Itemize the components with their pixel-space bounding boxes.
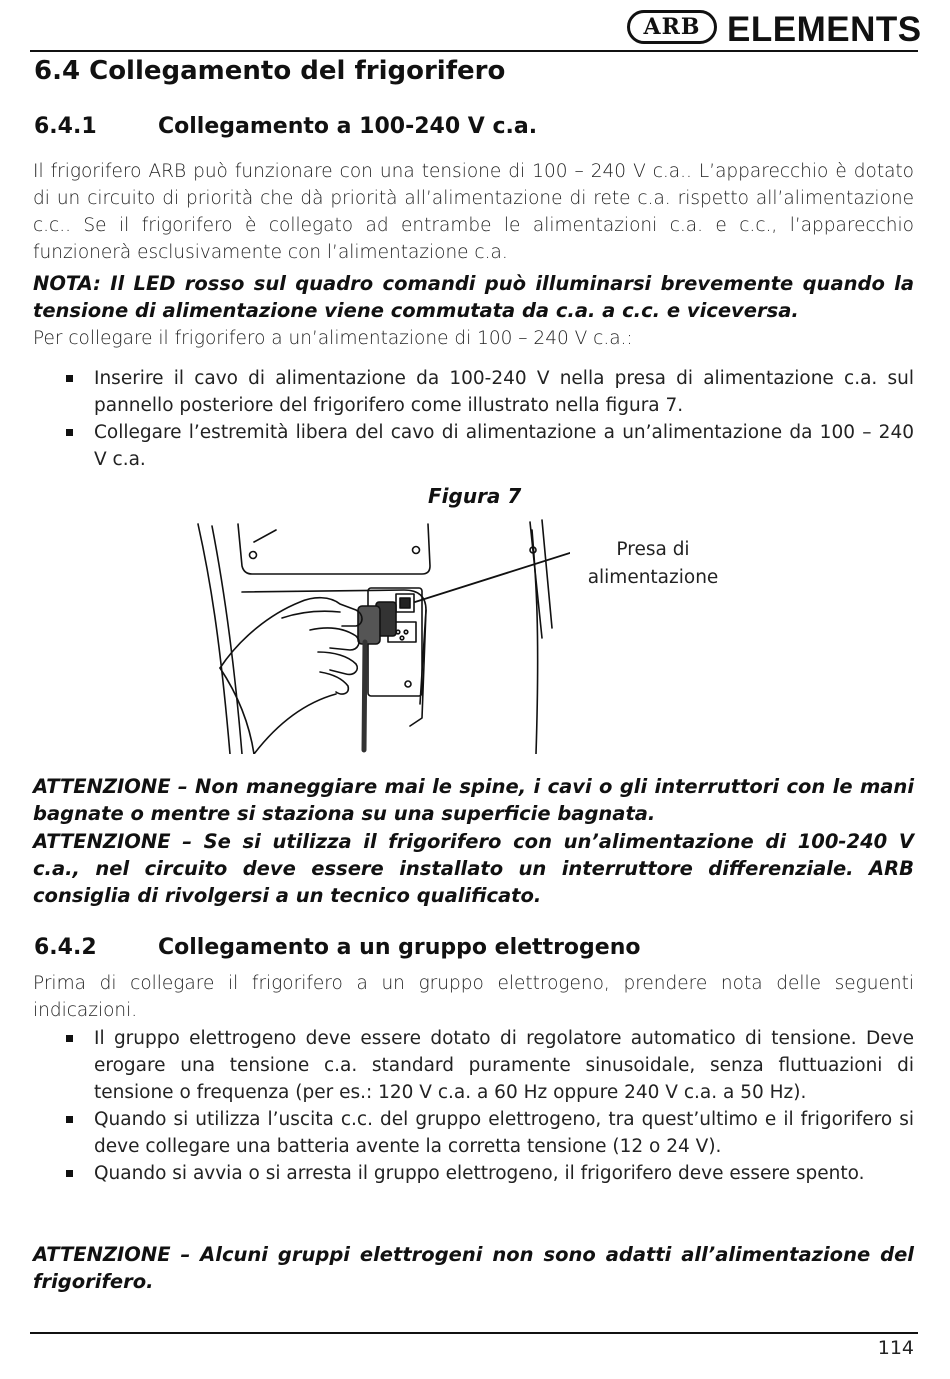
list-item: Il gruppo elettrogeno deve essere dotato di regolatore automatico di tensione. Deve erogare una tensione c.a. standard puramente sinusoidale, senza fluttuazioni di tensione o frequenza (per es.: 120 V c.a. a 60 Hz oppure 240 V c.a. a 50 Hz). — [60, 1025, 914, 1106]
arb-logo-text: ARB — [643, 14, 701, 40]
generator-intro: Prima di collegare il frigorifero a un gruppo elettrogeno, prendere nota delle seguenti indicazioni. — [33, 973, 914, 1021]
warning-rcd: ATTENZIONE – Se si utilizza il frigorifero con un’alimentazione di 100-240 V c.a., nel circuito deve essere installato un interruttore differenziale. ARB consiglia di rivolgersi a un tecnico qualificato. — [33, 830, 914, 907]
list-item: Quando si utilizza l’uscita c.c. del gruppo elettrogeno, tra quest’ultimo e il frigorifero si deve collegare una batteria avente la corretta tensione (12 o 24 V). — [60, 1106, 914, 1160]
intro-paragraph: Il frigorifero ARB può funzionare con una tensione di 100 – 240 V c.a.. L’apparecchio è dotato di un circuito di priorità che dà priorità all’alimentazione di rete c.a. rispetto all’alimentazione c.c.. Se il frigorifero è collegato ad entrambe le alimentazioni c.a. e c.c., l’apparecchio funzionerà esclusivamente con l’alimentazione c.a. — [33, 161, 914, 263]
footer-rule — [30, 1332, 918, 1334]
list-item: Collegare l’estremità libera del cavo di alimentazione a un’alimentazione da 100 – 240 V c.a. — [60, 419, 914, 473]
subsection-number: 6.4.2 — [34, 935, 97, 960]
generator-requirements — [60, 1025, 914, 1187]
page-number: 114 — [877, 1337, 914, 1359]
warning-wet-hands: ATTENZIONE – Non maneggiare mai le spine, i cavi o gli interruttori con le mani bagnate o mentre si staziona su una superficie bagnata. — [33, 775, 914, 825]
figure-7-illustration — [190, 518, 570, 754]
header-rule — [30, 50, 918, 52]
section-title: 6.4 Collegamento del frigorifero — [34, 56, 506, 86]
subsection-heading-1 — [34, 114, 537, 139]
list-item: Quando si avvia o si arresta il gruppo elettrogeno, il frigorifero deve essere spento. — [60, 1160, 914, 1187]
subsection-number: 6.4.1 — [34, 114, 97, 139]
figure-callout-label — [573, 536, 733, 592]
subsection-title: Collegamento a un gruppo elettrogeno — [158, 935, 641, 960]
instructions-intro: Per collegare il frigorifero a un’alimentazione di 100 – 240 V c.a.: — [33, 328, 633, 349]
callout-line-1: Presa di — [616, 539, 690, 560]
connection-steps — [60, 365, 914, 473]
subsection-title: Collegamento a 100-240 V c.a. — [158, 114, 538, 139]
list-item: Inserire il cavo di alimentazione da 100-240 V nella presa di alimentazione c.a. sul pannello posteriore del frigorifero come illustrato nella figura 7. — [60, 365, 914, 419]
brand-elements: ELEMENTS — [727, 10, 922, 49]
warning-generators: ATTENZIONE – Alcuni gruppi elettrogeni non sono adatti all’alimentazione del frigorifero. — [33, 1243, 914, 1293]
subsection-heading-2 — [34, 935, 641, 960]
callout-line-2: alimentazione — [587, 567, 719, 588]
note-led: NOTA: Il LED rosso sul quadro comandi può illuminarsi brevemente quando la tensione di alimentazione viene commutata da c.a. a c.c. e viceversa. — [33, 272, 914, 322]
arb-logo-badge — [627, 10, 717, 44]
figure-caption: Figura 7 — [428, 484, 522, 508]
